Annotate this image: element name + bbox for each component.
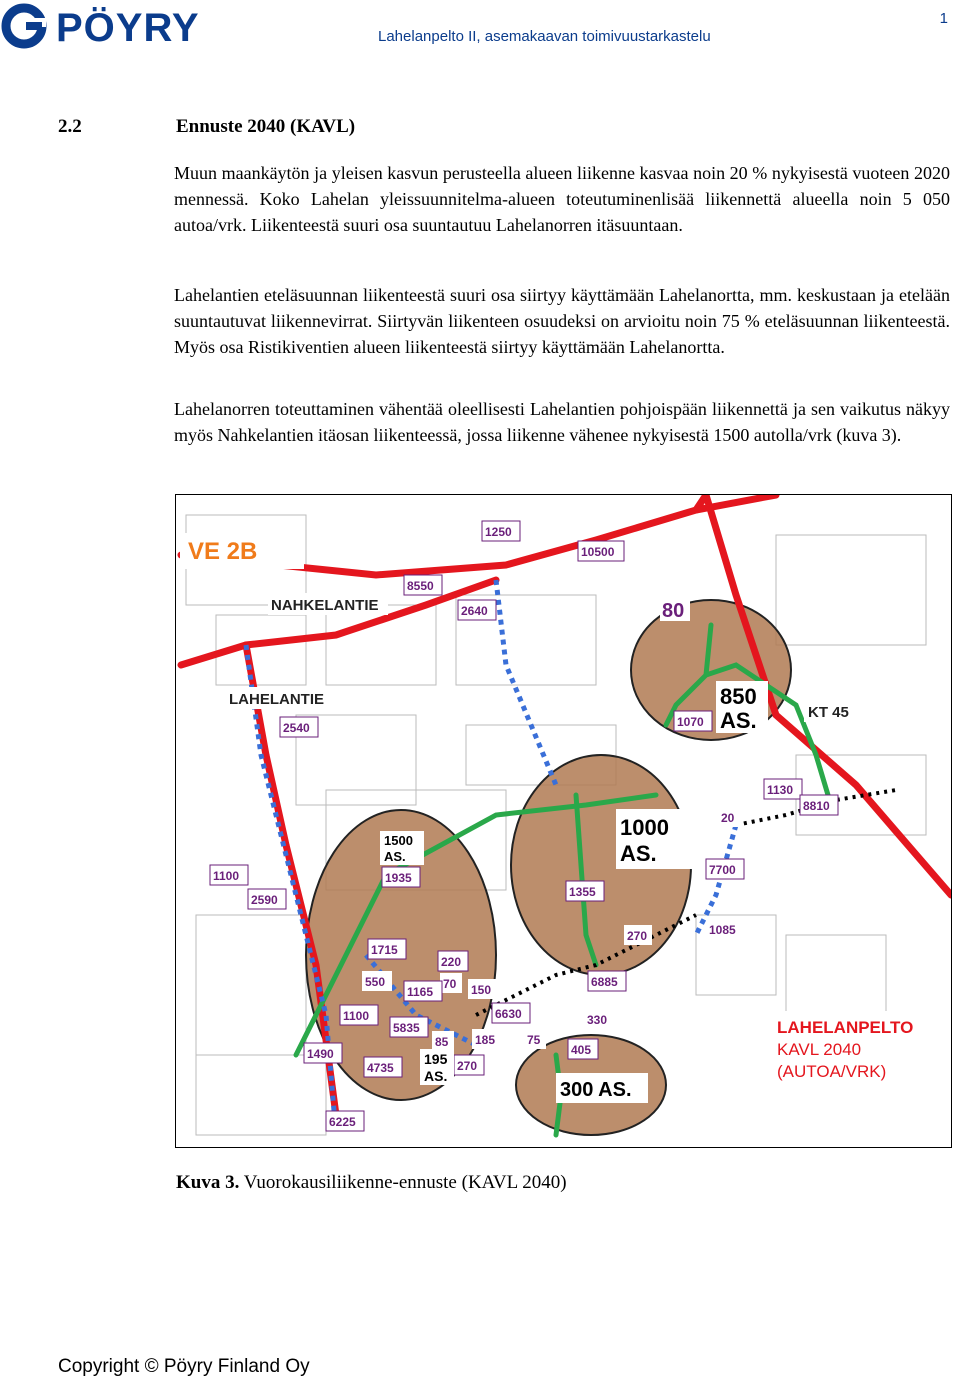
volume-label: 1250 (485, 525, 512, 539)
paragraph-3: Lahelanorren toteuttaminen vähentää oleellisesti Lahelantien pohjoispään liikennettä ja sen vaikutus näkyy myös Nahkelantien itäosan liikenteessä, jossa liikenne vähenee nykyisestä 1500 autolla/vrk (kuva 3). (174, 399, 950, 445)
volume-label: 1100 (213, 869, 240, 883)
section-heading (58, 116, 355, 138)
volume-label: 270 (457, 1059, 478, 1073)
parking-label: AS. (720, 708, 757, 733)
volume-label: 1715 (371, 943, 398, 957)
volume-label: 185 (475, 1033, 496, 1047)
kt45-label: KT 45 (808, 704, 849, 721)
volume-label: 4735 (367, 1061, 394, 1075)
parking-label: AS. (384, 849, 406, 864)
volume-label: 2540 (283, 721, 310, 735)
volume-label: 20 (721, 811, 735, 825)
parking-label: 850 (720, 684, 757, 709)
volume-label: 6225 (329, 1115, 356, 1129)
volume-label: 80 (662, 600, 685, 622)
parking-label: 1000 (620, 815, 669, 840)
section-title: Ennuste 2040 (KAVL) (176, 116, 356, 137)
parking-label: AS. (620, 841, 657, 866)
lahelantie-label: LAHELANTIE (229, 691, 324, 708)
volume-label: 1070 (677, 715, 704, 729)
volume-label: 10500 (581, 545, 615, 559)
route-blue-1 (496, 580, 556, 785)
volume-label: 220 (441, 955, 462, 969)
paragraph-2: Lahelantien eteläsuunnan liikenteestä suuri osa siirtyy käyttämään Lahelanortta, mm. keskustaan ja etelään suuntautuvat liikennevirrat. Siirtyvän liikenteen osuudeksi on arvioitu noin 75 % eteläsuunnan liikenteestä. Myös osa Ristikiventien alueen liikenteestä siirtyy käyttämään Lahelanortta. (174, 285, 950, 357)
scenario-label: VE 2B (188, 538, 258, 565)
volume-label: 1355 (569, 885, 596, 899)
volume-label: 1130 (767, 783, 794, 797)
volume-label: 1165 (407, 985, 434, 999)
legend-title: LAHELANPELTO (777, 1018, 914, 1037)
volume-label: 2640 (461, 604, 488, 618)
figure-caption (176, 1172, 567, 1194)
poyry-logo-icon (0, 2, 52, 50)
volume-label: 75 (527, 1033, 541, 1047)
road-lahelantie-west (181, 580, 496, 665)
volume-label: 6885 (591, 975, 618, 989)
volume-label: 405 (571, 1043, 592, 1057)
paragraph-1: Muun maankäytön ja yleisen kasvun perusteella alueen liikenne kasvaa noin 20 % nykyisestä vuoteen 2020 mennessä. Koko Lahelan yleissuunnitelma-alueen toteutuminenlisää liikennettä alueella noin 5 050 autoa/vrk. Liikenteestä suuri osa suuntautuu Lahelanorren itäsuuntaan. (174, 163, 950, 235)
volume-label: 550 (365, 975, 386, 989)
volume-label: 1490 (307, 1047, 334, 1061)
volume-label: 85 (435, 1035, 449, 1049)
map-legend (772, 1011, 947, 1087)
nahkelantie-label: NAHKELANTIE (271, 597, 379, 614)
volume-label: 1100 (343, 1009, 370, 1023)
page-number: 1 (939, 10, 948, 27)
volume-label: 150 (471, 983, 492, 997)
legend-unit: (AUTOA/VRK) (777, 1062, 887, 1081)
volume-label: 70 (443, 977, 457, 991)
volume-label: 330 (587, 1013, 608, 1027)
map-canvas (176, 495, 951, 1147)
caption-label: Kuva 3. (176, 1172, 240, 1193)
route-blue-4 (696, 825, 736, 935)
volume-label: 5835 (393, 1021, 420, 1035)
volume-label: 2590 (251, 893, 278, 907)
traffic-forecast-map (175, 494, 952, 1148)
parking-label: 195 (424, 1051, 448, 1067)
document-title: Lahelanpelto II, asemakaavan toimivuustarkastelu (378, 28, 711, 45)
parking-label: 1500 (384, 833, 413, 848)
legend-subtitle: KAVL 2040 (777, 1040, 862, 1059)
volume-label: 1935 (385, 871, 412, 885)
section-number: 2.2 (58, 116, 82, 137)
logo-text: PÖYRY (56, 6, 200, 50)
volume-label: 270 (627, 929, 648, 943)
parking-label: 300 AS. (560, 1079, 632, 1101)
poyry-logo (0, 2, 240, 50)
volume-label: 7700 (709, 863, 736, 877)
volume-label: 1085 (709, 923, 736, 937)
volume-label: 6630 (495, 1007, 522, 1021)
footer-copyright: Copyright © Pöyry Finland Oy (58, 1356, 310, 1377)
parking-label: AS. (424, 1068, 448, 1084)
caption-text: Vuorokausiliikenne-ennuste (KAVL 2040) (243, 1172, 567, 1193)
volume-label: 8810 (803, 799, 830, 813)
volume-label: 8550 (407, 579, 434, 593)
